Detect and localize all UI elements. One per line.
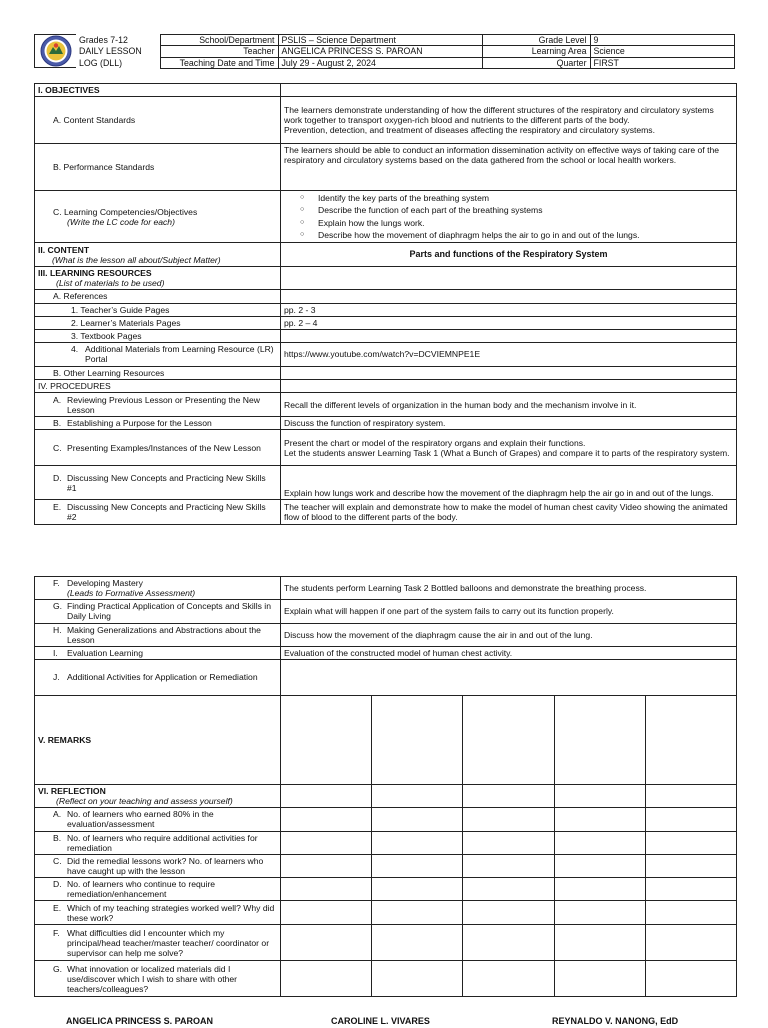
reflection-cell — [372, 831, 463, 854]
content-standards-value — [281, 97, 737, 144]
reflection-cell — [463, 854, 555, 877]
reflection-subheading: (Reflect on your teaching and assess yourself) — [56, 796, 233, 807]
grade-level-value: 9 — [590, 35, 734, 46]
header — [34, 34, 734, 68]
reflection-item-g — [35, 961, 281, 997]
quarter-label: Quarter — [482, 57, 590, 68]
learning-resources-subheading: (List of materials to be used) — [56, 278, 165, 289]
teacher-value: ANGELICA PRINCESS S. PAROAN — [278, 46, 482, 57]
deped-seal-logo — [34, 34, 76, 68]
reflection-g-text: What innovation or localized materials did I use/discover which I wish to share with other teachers/colleagues? — [67, 963, 238, 994]
reflection-cell — [281, 831, 372, 854]
content-label — [35, 243, 281, 267]
procedure-i-value: Evaluation of the constructed model of human chest activity. — [281, 646, 737, 659]
school-label: School/Department — [160, 35, 278, 46]
teachers-guide-label: 1. Teacher’s Guide Pages — [35, 303, 281, 316]
procedure-e-label — [35, 500, 281, 525]
lc-item: ○ Describe how the movement of diaphragm helps the air to go in and out of the lungs. — [318, 229, 733, 241]
checked-by-name: CAROLINE L. VIVARES — [331, 1016, 430, 1026]
reflection-cell — [372, 961, 463, 997]
reflection-cell — [463, 831, 555, 854]
reflection-cell — [372, 901, 463, 925]
reflection-cell — [555, 831, 646, 854]
reflection-cell — [372, 784, 463, 807]
procedure-j-letter: J. — [53, 672, 60, 683]
lr-portal-link[interactable]: https://www.youtube.com/watch?v=DCVIEMNPE1E — [281, 342, 737, 366]
procedure-i-label — [35, 646, 281, 659]
content-subheading: (What is the lesson all about/Subject Matter) — [52, 254, 221, 265]
procedure-d-value: Explain how lungs work and describe how the movement of the diaphragm help the air go in and out of the lungs. — [281, 466, 737, 500]
procedure-f-value: The students perform Learning Task 2 Bottled balloons and demonstrate the breathing process. — [281, 577, 737, 600]
procedure-f-letter: F. — [53, 578, 60, 588]
reflection-cell — [281, 808, 372, 831]
reflection-c-text: Did the remedial lessons work? No. of learners who have caught up with the lesson — [67, 855, 264, 876]
procedure-g-text: Finding Practical Application of Concepts and Skills in Daily Living — [67, 601, 271, 622]
teacher-label: Teacher — [160, 46, 278, 57]
learning-competencies-value — [281, 191, 737, 243]
lc-item: ○ Describe the function of each part of the breathing systems — [318, 204, 733, 216]
procedures-heading: IV. PROCEDURES — [35, 380, 281, 393]
procedure-i-letter: I. — [53, 647, 58, 658]
lr-portal-text: Additional Materials from Learning Resource (LR) Portal — [85, 344, 274, 365]
reflection-cell — [555, 901, 646, 925]
procedures-blank — [281, 380, 737, 393]
reflection-item-b — [35, 831, 281, 854]
prepared-by-name: ANGELICA PRINCESS S. PAROAN — [66, 1016, 214, 1026]
seal-icon — [39, 35, 73, 67]
reflection-f-text: What difficulties did I encounter which my principal/head teacher/master teacher/ coordinator or supervisor can help me solve? — [67, 927, 270, 958]
dll-title-line3: LOG (DLL) — [76, 57, 160, 68]
header-table — [76, 34, 735, 69]
reflection-cell — [555, 854, 646, 877]
reflection-cell — [372, 878, 463, 901]
learners-materials-label: 2. Learner’s Materials Pages — [35, 316, 281, 329]
reflection-b-text: No. of learners who require additional activities for remediation — [67, 832, 258, 853]
lr-portal-number: 4. — [71, 344, 79, 355]
procedure-c-text: Presenting Examples/Instances of the New Lesson — [67, 442, 261, 453]
reflection-cell — [555, 808, 646, 831]
reflection-cell — [372, 925, 463, 961]
procedure-c-text-2: Let the students answer Learning Task 1 (What a Bunch of Grapes) and compare it to parts of the respiratory system. — [284, 447, 730, 458]
reflection-cell — [281, 784, 372, 807]
procedure-e-text: Discussing New Concepts and Practicing New Skills #2 — [67, 502, 266, 523]
other-resources-label: B. Other Learning Resources — [35, 366, 281, 379]
performance-standards-label: B. Performance Standards — [35, 144, 281, 191]
reflection-cell — [646, 854, 737, 877]
learning-resources-blank — [281, 267, 737, 290]
learning-area-label: Learning Area — [482, 46, 590, 57]
procedure-h-letter: H. — [53, 624, 62, 635]
reflection-item-a — [35, 808, 281, 831]
procedure-j-label — [35, 659, 281, 695]
grade-level-label: Grade Level — [482, 35, 590, 46]
lr-portal-label — [35, 342, 281, 366]
reflection-a-letter: A. — [53, 809, 62, 820]
teaching-date-label: Teaching Date and Time — [160, 57, 278, 68]
procedure-h-text: Making Generalizations and Abstractions about the Lesson — [67, 624, 261, 645]
procedure-a-label — [35, 393, 281, 417]
procedure-c-label — [35, 430, 281, 466]
procedure-a-value: Recall the different levels of organization in the human body and the mechanism involve in it. — [281, 393, 737, 417]
content-standards-label: A. Content Standards — [35, 97, 281, 144]
reflection-cell — [281, 925, 372, 961]
reflection-label — [35, 784, 281, 807]
procedure-d-letter: D. — [53, 472, 62, 483]
lesson-topic: Parts and functions of the Respiratory System — [281, 243, 737, 267]
lc-sublabel-text: (Write the LC code for each) — [67, 216, 175, 227]
lc-label-text: C. Learning Competencies/Objectives — [53, 206, 198, 217]
reflection-d-text: No. of learners who continue to require remediation/enhancement — [67, 879, 216, 900]
reflection-cell — [463, 925, 555, 961]
reflection-item-e — [35, 901, 281, 925]
reflection-cell — [646, 831, 737, 854]
reflection-e-letter: E. — [53, 902, 62, 913]
procedure-a-letter: A. — [53, 394, 62, 405]
reflection-cell — [555, 961, 646, 997]
lc-list — [284, 192, 733, 241]
procedure-i-text: Evaluation Learning — [67, 647, 143, 658]
reflection-b-letter: B. — [53, 832, 62, 843]
content-standards-text: The learners demonstrate understanding of how the different structures of the respiratory and circulatory systems work together to transport oxygen-rich blood and nutrients to the different parts of the body. — [284, 104, 714, 126]
lc-item: ○ Explain how the lungs work. — [318, 217, 733, 229]
procedure-j-text: Additional Activities for Application or Remediation — [67, 672, 258, 683]
remarks-cell — [281, 695, 372, 784]
procedure-b-value: Discuss the function of respiratory system. — [281, 417, 737, 430]
procedure-e-letter: E. — [53, 502, 62, 513]
reflection-item-c — [35, 854, 281, 877]
procedure-c-value — [281, 430, 737, 466]
reflection-cell — [463, 961, 555, 997]
procedure-f-text: Developing Mastery — [67, 578, 143, 588]
procedure-b-letter: B. — [53, 418, 62, 429]
reflection-cell — [646, 961, 737, 997]
reflection-cell — [555, 925, 646, 961]
reflection-cell — [646, 901, 737, 925]
objectives-heading: I. OBJECTIVES — [35, 84, 281, 97]
procedure-b-label — [35, 417, 281, 430]
reflection-cell — [281, 878, 372, 901]
reflection-cell — [646, 925, 737, 961]
references-label: A. References — [35, 290, 281, 303]
procedure-h-label — [35, 623, 281, 646]
procedure-g-value: Explain what will happen if one part of the system fails to carry out its function properly. — [281, 600, 737, 623]
content-heading: II. CONTENT — [38, 244, 90, 255]
reflection-cell — [463, 808, 555, 831]
procedure-c-letter: C. — [53, 442, 62, 453]
performance-standards-value: The learners should be able to conduct an information dissemination activity on effective ways of taking care of the respiratory and circulatory systems based on the data gathered from the school or local health workers. — [281, 144, 737, 191]
reflection-item-d — [35, 878, 281, 901]
objectives-blank — [281, 84, 737, 97]
dll-title-line1: Grades 7-12 — [76, 35, 160, 46]
remarks-cell — [646, 695, 737, 784]
signature-block — [0, 1016, 768, 1028]
procedure-g-label — [35, 600, 281, 623]
textbook-pages-label: 3. Textbook Pages — [35, 329, 281, 342]
remarks-cell — [555, 695, 646, 784]
procedure-j-value — [281, 659, 737, 695]
reflection-cell — [555, 784, 646, 807]
remarks-heading: V. REMARKS — [35, 695, 281, 784]
noted-by-name: REYNALDO V. NANONG, EdD — [552, 1016, 679, 1026]
procedure-e-value: The teacher will explain and demonstrate how to make the model of human chest cavity Video showing the animated flow of blood to the different parts of the body. — [281, 500, 737, 525]
lesson-table-part2 — [34, 576, 737, 997]
procedure-d-label — [35, 466, 281, 500]
reflection-cell — [463, 784, 555, 807]
procedure-f-label — [35, 577, 281, 600]
learners-materials-value: pp. 2 – 4 — [281, 316, 737, 329]
reflection-e-text: Which of my teaching strategies worked well? Why did these work? — [67, 902, 275, 923]
reflection-f-letter: F. — [53, 927, 60, 938]
reflection-cell — [372, 808, 463, 831]
dll-title-line2: DAILY LESSON — [76, 46, 160, 57]
reflection-g-letter: G. — [53, 963, 63, 974]
learning-area-value: Science — [590, 46, 734, 57]
learning-resources-heading: III. LEARNING RESOURCES — [38, 268, 152, 279]
reflection-cell — [646, 878, 737, 901]
lesson-table-part1 — [34, 83, 737, 525]
learning-resources-label — [35, 267, 281, 290]
reflection-d-letter: D. — [53, 879, 62, 890]
school-value: PSLIS – Science Department — [278, 35, 482, 46]
content-standards-text-2: Prevention, detection, and treatment of diseases affecting the respiratory and circulatory systems. — [284, 125, 655, 136]
reflection-cell — [555, 878, 646, 901]
reflection-cell — [463, 878, 555, 901]
reflection-cell — [646, 784, 737, 807]
reflection-cell — [281, 961, 372, 997]
teachers-guide-value: pp. 2 - 3 — [281, 303, 737, 316]
textbook-pages-value — [281, 329, 737, 342]
reflection-heading: VI. REFLECTION — [38, 785, 106, 796]
lc-item: ○ Identify the key parts of the breathing system — [318, 192, 733, 204]
reflection-cell — [372, 854, 463, 877]
procedure-c-text-1: Present the chart or model of the respiratory organs and explain their functions. — [284, 437, 586, 448]
reflection-cell — [646, 808, 737, 831]
reflection-cell — [281, 854, 372, 877]
other-resources-value — [281, 366, 737, 379]
reflection-c-letter: C. — [53, 855, 62, 866]
procedure-h-value: Discuss how the movement of the diaphragm cause the air in and out of the lung. — [281, 623, 737, 646]
learning-competencies-label — [35, 191, 281, 243]
remarks-cell — [463, 695, 555, 784]
references-blank — [281, 290, 737, 303]
reflection-item-f — [35, 925, 281, 961]
procedure-f-sublabel: (Leads to Formative Assessment) — [67, 588, 196, 599]
procedure-g-letter: G. — [53, 601, 63, 612]
procedure-b-text: Establishing a Purpose for the Lesson — [67, 418, 212, 429]
reflection-cell — [281, 901, 372, 925]
reflection-a-text: No. of learners who earned 80% in the evaluation/assessment — [67, 809, 214, 830]
reflection-cell — [463, 901, 555, 925]
teaching-date-value: July 29 - August 2, 2024 — [278, 57, 482, 68]
quarter-value: FIRST — [590, 57, 734, 68]
procedure-d-text: Discussing New Concepts and Practicing New Skills #1 — [67, 472, 266, 493]
remarks-cell — [372, 695, 463, 784]
procedure-a-text: Reviewing Previous Lesson or Presenting the New Lesson — [67, 394, 260, 415]
